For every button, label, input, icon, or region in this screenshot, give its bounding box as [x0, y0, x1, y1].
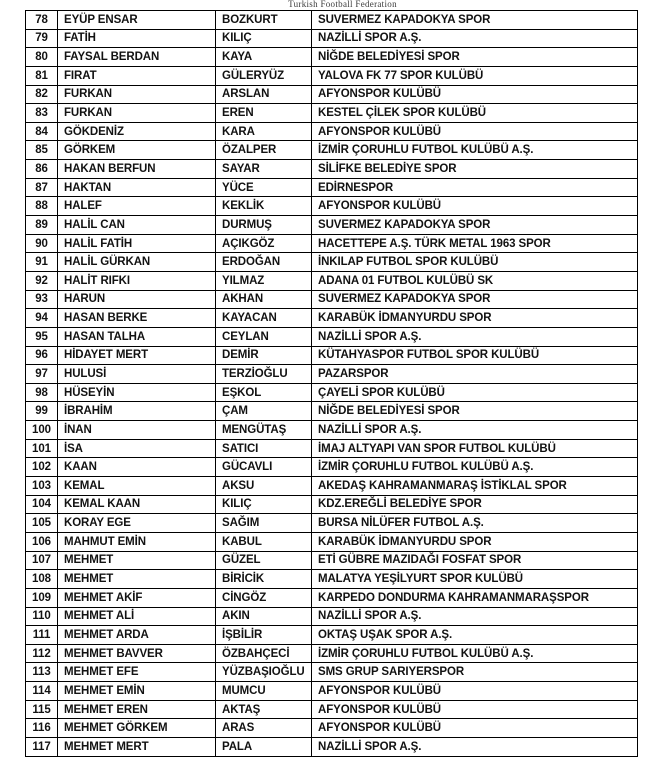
table-row	[26, 309, 638, 328]
first-name-cell: HALİL FATİH	[58, 234, 216, 253]
first-name-cell: HİDAYET MERT	[58, 346, 216, 365]
first-name-cell: MEHMET GÖRKEM	[58, 719, 216, 738]
table-row	[26, 122, 638, 141]
last-name-cell: AKTAŞ	[216, 700, 312, 719]
last-name-cell: CİNGÖZ	[216, 588, 312, 607]
last-name-cell: AKHAN	[216, 290, 312, 309]
club-cell: İNKILAP FUTBOL SPOR KULÜBÜ	[312, 253, 638, 272]
table-row	[26, 234, 638, 253]
row-number-cell: 115	[26, 700, 58, 719]
first-name-cell: HALİL CAN	[58, 216, 216, 235]
row-number-cell: 105	[26, 514, 58, 533]
first-name-cell: HASAN TALHA	[58, 327, 216, 346]
last-name-cell: TERZİOĞLU	[216, 365, 312, 384]
players-table	[25, 10, 638, 757]
last-name-cell: KILIÇ	[216, 495, 312, 514]
first-name-cell: İBRAHİM	[58, 402, 216, 421]
club-cell: ÇAYELİ SPOR KULÜBÜ	[312, 383, 638, 402]
row-number-cell: 89	[26, 216, 58, 235]
last-name-cell: KAYA	[216, 48, 312, 67]
club-cell: AFYONSPOR KULÜBÜ	[312, 197, 638, 216]
club-cell: KARPEDO DONDURMA KAHRAMANMARAŞSPOR	[312, 588, 638, 607]
club-cell: İZMİR ÇORUHLU FUTBOL KULÜBÜ A.Ş.	[312, 644, 638, 663]
last-name-cell: PALA	[216, 737, 312, 756]
last-name-cell: SATICI	[216, 439, 312, 458]
row-number-cell: 92	[26, 271, 58, 290]
row-number-cell: 86	[26, 160, 58, 179]
row-number-cell: 101	[26, 439, 58, 458]
first-name-cell: HÜSEYİN	[58, 383, 216, 402]
first-name-cell: MEHMET ARDA	[58, 626, 216, 645]
table-row	[26, 607, 638, 626]
table-row	[26, 458, 638, 477]
table-row	[26, 551, 638, 570]
table-row	[26, 271, 638, 290]
last-name-cell: ÖZBAHÇECİ	[216, 644, 312, 663]
last-name-cell: İŞBİLİR	[216, 626, 312, 645]
first-name-cell: KAAN	[58, 458, 216, 477]
row-number-cell: 107	[26, 551, 58, 570]
last-name-cell: YILMAZ	[216, 271, 312, 290]
last-name-cell: ARAS	[216, 719, 312, 738]
table-row	[26, 197, 638, 216]
first-name-cell: FIRAT	[58, 66, 216, 85]
club-cell: NAZİLLİ SPOR A.Ş.	[312, 607, 638, 626]
club-cell: İZMİR ÇORUHLU FUTBOL KULÜBÜ A.Ş.	[312, 458, 638, 477]
row-number-cell: 85	[26, 141, 58, 160]
club-cell: İMAJ ALTYAPI VAN SPOR FUTBOL KULÜBÜ	[312, 439, 638, 458]
last-name-cell: KARA	[216, 122, 312, 141]
last-name-cell: YÜZBAŞIOĞLU	[216, 663, 312, 682]
last-name-cell: YÜCE	[216, 178, 312, 197]
row-number-cell: 95	[26, 327, 58, 346]
first-name-cell: GÖRKEM	[58, 141, 216, 160]
first-name-cell: EYÜP ENSAR	[58, 11, 216, 30]
table-row	[26, 700, 638, 719]
first-name-cell: MEHMET MERT	[58, 737, 216, 756]
first-name-cell: KORAY EGE	[58, 514, 216, 533]
club-cell: EDİRNESPOR	[312, 178, 638, 197]
row-number-cell: 113	[26, 663, 58, 682]
club-cell: AFYONSPOR KULÜBÜ	[312, 700, 638, 719]
club-cell: KESTEL ÇİLEK SPOR KULÜBÜ	[312, 104, 638, 123]
first-name-cell: HASAN BERKE	[58, 309, 216, 328]
table-row	[26, 588, 638, 607]
first-name-cell: MEHMET	[58, 570, 216, 589]
row-number-cell: 104	[26, 495, 58, 514]
table-row	[26, 85, 638, 104]
table-row	[26, 532, 638, 551]
table-row	[26, 346, 638, 365]
row-number-cell: 102	[26, 458, 58, 477]
row-number-cell: 91	[26, 253, 58, 272]
first-name-cell: İSA	[58, 439, 216, 458]
first-name-cell: MEHMET BAVVER	[58, 644, 216, 663]
row-number-cell: 103	[26, 477, 58, 496]
table-row	[26, 327, 638, 346]
first-name-cell: KEMAL KAAN	[58, 495, 216, 514]
club-cell: NAZİLLİ SPOR A.Ş.	[312, 737, 638, 756]
last-name-cell: SAYAR	[216, 160, 312, 179]
row-number-cell: 80	[26, 48, 58, 67]
row-number-cell: 98	[26, 383, 58, 402]
first-name-cell: FAYSAL BERDAN	[58, 48, 216, 67]
club-cell: KÜTAHYASPOR FUTBOL SPOR KULÜBÜ	[312, 346, 638, 365]
last-name-cell: MENGÜTAŞ	[216, 421, 312, 440]
club-cell: MALATYA YEŞİLYURT SPOR KULÜBÜ	[312, 570, 638, 589]
table-row	[26, 383, 638, 402]
last-name-cell: BİRİCİK	[216, 570, 312, 589]
first-name-cell: HAKTAN	[58, 178, 216, 197]
table-row	[26, 626, 638, 645]
row-number-cell: 96	[26, 346, 58, 365]
club-cell: SİLİFKE BELEDİYE SPOR	[312, 160, 638, 179]
first-name-cell: FURKAN	[58, 104, 216, 123]
club-cell: NAZİLLİ SPOR A.Ş.	[312, 29, 638, 48]
last-name-cell: ÖZALPER	[216, 141, 312, 160]
last-name-cell: MUMCU	[216, 682, 312, 701]
club-cell: AFYONSPOR KULÜBÜ	[312, 85, 638, 104]
row-number-cell: 106	[26, 532, 58, 551]
row-number-cell: 108	[26, 570, 58, 589]
table-row	[26, 365, 638, 384]
row-number-cell: 87	[26, 178, 58, 197]
row-number-cell: 90	[26, 234, 58, 253]
last-name-cell: AÇIKGÖZ	[216, 234, 312, 253]
club-cell: HACETTEPE A.Ş. TÜRK METAL 1963 SPOR	[312, 234, 638, 253]
club-cell: SUVERMEZ KAPADOKYA SPOR	[312, 11, 638, 30]
table-row	[26, 160, 638, 179]
last-name-cell: CEYLAN	[216, 327, 312, 346]
last-name-cell: EREN	[216, 104, 312, 123]
row-number-cell: 97	[26, 365, 58, 384]
table-row	[26, 514, 638, 533]
first-name-cell: MEHMET EMİN	[58, 682, 216, 701]
last-name-cell: KILIÇ	[216, 29, 312, 48]
club-cell: NİĞDE BELEDİYESİ SPOR	[312, 48, 638, 67]
first-name-cell: MEHMET	[58, 551, 216, 570]
club-cell: SMS GRUP SARIYERSPOR	[312, 663, 638, 682]
club-cell: AFYONSPOR KULÜBÜ	[312, 682, 638, 701]
row-number-cell: 81	[26, 66, 58, 85]
first-name-cell: HALEF	[58, 197, 216, 216]
club-cell: SUVERMEZ KAPADOKYA SPOR	[312, 290, 638, 309]
club-cell: KARABÜK İDMANYURDU SPOR	[312, 309, 638, 328]
row-number-cell: 84	[26, 122, 58, 141]
table-row	[26, 737, 638, 756]
table-row	[26, 682, 638, 701]
table-row	[26, 290, 638, 309]
club-cell: ADANA 01 FUTBOL KULÜBÜ SK	[312, 271, 638, 290]
table-row	[26, 141, 638, 160]
last-name-cell: GÜZEL	[216, 551, 312, 570]
last-name-cell: GÜLERYÜZ	[216, 66, 312, 85]
page-title: Turkish Football Federation	[288, 0, 397, 9]
row-number-cell: 111	[26, 626, 58, 645]
table-row	[26, 11, 638, 30]
club-cell: AFYONSPOR KULÜBÜ	[312, 719, 638, 738]
club-cell: NİĞDE BELEDİYESİ SPOR	[312, 402, 638, 421]
last-name-cell: DURMUŞ	[216, 216, 312, 235]
last-name-cell: ÇAM	[216, 402, 312, 421]
row-number-cell: 94	[26, 309, 58, 328]
first-name-cell: HALİL GÜRKAN	[58, 253, 216, 272]
club-cell: ETİ GÜBRE MAZIDAĞI FOSFAT SPOR	[312, 551, 638, 570]
table-row	[26, 48, 638, 67]
row-number-cell: 112	[26, 644, 58, 663]
table-row	[26, 421, 638, 440]
first-name-cell: KEMAL	[58, 477, 216, 496]
row-number-cell: 117	[26, 737, 58, 756]
club-cell: İZMİR ÇORUHLU FUTBOL KULÜBÜ A.Ş.	[312, 141, 638, 160]
club-cell: AKEDAŞ KAHRAMANMARAŞ İSTİKLAL SPOR	[312, 477, 638, 496]
table-row	[26, 29, 638, 48]
first-name-cell: MEHMET ALİ	[58, 607, 216, 626]
last-name-cell: SAĞIM	[216, 514, 312, 533]
row-number-cell: 88	[26, 197, 58, 216]
club-cell: KARABÜK İDMANYURDU SPOR	[312, 532, 638, 551]
row-number-cell: 116	[26, 719, 58, 738]
row-number-cell: 110	[26, 607, 58, 626]
table-row	[26, 644, 638, 663]
row-number-cell: 83	[26, 104, 58, 123]
club-cell: KDZ.EREĞLİ BELEDİYE SPOR	[312, 495, 638, 514]
table-row	[26, 66, 638, 85]
table-row	[26, 439, 638, 458]
row-number-cell: 100	[26, 421, 58, 440]
table-row	[26, 104, 638, 123]
last-name-cell: BOZKURT	[216, 11, 312, 30]
table-row	[26, 477, 638, 496]
club-cell: PAZARSPOR	[312, 365, 638, 384]
first-name-cell: GÖKDENİZ	[58, 122, 216, 141]
club-cell: NAZİLLİ SPOR A.Ş.	[312, 327, 638, 346]
last-name-cell: KABUL	[216, 532, 312, 551]
club-cell: YALOVA FK 77 SPOR KULÜBÜ	[312, 66, 638, 85]
table-row	[26, 495, 638, 514]
last-name-cell: AKSU	[216, 477, 312, 496]
players-table-body	[26, 11, 638, 757]
club-cell: SUVERMEZ KAPADOKYA SPOR	[312, 216, 638, 235]
club-cell: AFYONSPOR KULÜBÜ	[312, 122, 638, 141]
last-name-cell: KEKLİK	[216, 197, 312, 216]
first-name-cell: MEHMET EREN	[58, 700, 216, 719]
first-name-cell: MEHMET EFE	[58, 663, 216, 682]
first-name-cell: İNAN	[58, 421, 216, 440]
last-name-cell: ARSLAN	[216, 85, 312, 104]
table-row	[26, 216, 638, 235]
first-name-cell: HARUN	[58, 290, 216, 309]
table-row	[26, 719, 638, 738]
table-row	[26, 178, 638, 197]
first-name-cell: HAKAN BERFUN	[58, 160, 216, 179]
last-name-cell: EŞKOL	[216, 383, 312, 402]
row-number-cell: 99	[26, 402, 58, 421]
last-name-cell: ERDOĞAN	[216, 253, 312, 272]
table-row	[26, 663, 638, 682]
club-cell: BURSA NİLÜFER FUTBOL A.Ş.	[312, 514, 638, 533]
row-number-cell: 109	[26, 588, 58, 607]
last-name-cell: GÜCAVLI	[216, 458, 312, 477]
club-cell: OKTAŞ UŞAK SPOR A.Ş.	[312, 626, 638, 645]
first-name-cell: MEHMET AKİF	[58, 588, 216, 607]
last-name-cell: DEMİR	[216, 346, 312, 365]
row-number-cell: 82	[26, 85, 58, 104]
first-name-cell: FURKAN	[58, 85, 216, 104]
club-cell: NAZİLLİ SPOR A.Ş.	[312, 421, 638, 440]
row-number-cell: 114	[26, 682, 58, 701]
first-name-cell: HALİT RIFKI	[58, 271, 216, 290]
table-row	[26, 570, 638, 589]
first-name-cell: MAHMUT EMİN	[58, 532, 216, 551]
last-name-cell: KAYACAN	[216, 309, 312, 328]
first-name-cell: FATİH	[58, 29, 216, 48]
last-name-cell: AKIN	[216, 607, 312, 626]
first-name-cell: HULUSİ	[58, 365, 216, 384]
table-row	[26, 402, 638, 421]
row-number-cell: 78	[26, 11, 58, 30]
table-row	[26, 253, 638, 272]
row-number-cell: 79	[26, 29, 58, 48]
row-number-cell: 93	[26, 290, 58, 309]
